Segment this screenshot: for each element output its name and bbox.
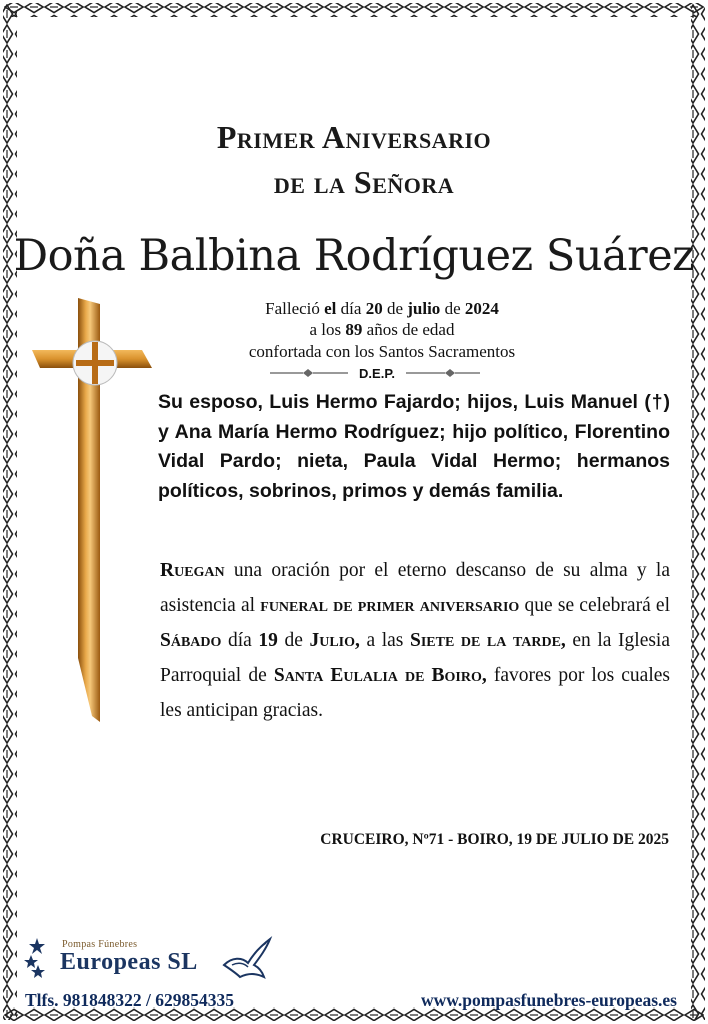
de-word-2: de [440,299,465,318]
prayer-text-5: a las [359,630,410,651]
de-word-1: de [382,299,408,318]
heading-line-2: de la Señora [273,164,455,200]
funeral-time: Siete de la tarde, [409,630,566,651]
logo-tagline: Pompas Fúnebres [62,939,138,950]
dia-word: día [336,299,366,318]
age-prefix: a los [309,320,346,339]
prayer-text-2: que se celebrará el [519,595,670,616]
funeral-church: Santa Eulalia de Boiro, [273,665,487,686]
died-prefix: Falleció [265,299,325,318]
family-text: Su esposo, Luis Hermo Fajardo; hijos, Luis Manuel (†) y Ana María Hermo Rodríguez; hijo político, Florentino Vidal Pardo; nieta, Paula Vidal Hermo; hermanos políticos, sobrinos, primos y demás familia. [158,391,670,502]
phone-numbers: Tlfs. 981848322 / 629854335 [25,990,235,1010]
deceased-name: Doña Balbina Rodríguez Suárez [13,231,695,281]
prayer-text-7: favores por los cuales les anticipan gracias. [160,665,671,721]
prayer-text [130,553,670,728]
website-link[interactable]: www.pompasfunebres-europeas.es [420,990,677,1010]
prayer-text-4: de [277,630,310,651]
logo-company-name: Europeas SL [60,949,198,975]
funeral-type: funeral de primer aniversario [260,595,520,616]
death-day: 20 [365,299,383,318]
dove-icon [218,935,274,985]
prayer-text-6: en la Iglesia Parroquial de [160,630,671,686]
dep-label: D.E.P. [359,366,395,381]
funeral-day: 19 [258,630,278,651]
sacraments-line: confortada con los Santos Sacramentos [248,342,516,361]
death-month: julio [407,299,441,318]
funeral-month: Julio, [309,630,360,651]
death-year: 2024 [464,299,499,318]
age-value: 89 [345,320,363,339]
prayer-text-3: día [221,630,259,651]
place-date: CRUCEIRO, Nº71 - BOIRO, 19 DE JULIO DE 2025 [320,831,669,848]
el-word: el [324,299,337,318]
funeral-weekday: Sábado [160,630,222,651]
dep-divider [270,366,480,382]
family-paragraph [132,388,670,506]
heading-line-1: Primer Aniversario [216,119,492,155]
age-suffix: años de edad [362,320,455,339]
stars-icon [22,935,52,985]
ruegan-word: Ruegan [160,560,225,581]
company-logo [22,935,282,985]
prayer-text-1: una oración por el eterno descanso de su alma y la asistencia al [160,560,670,616]
prayer-paragraph [130,553,670,728]
